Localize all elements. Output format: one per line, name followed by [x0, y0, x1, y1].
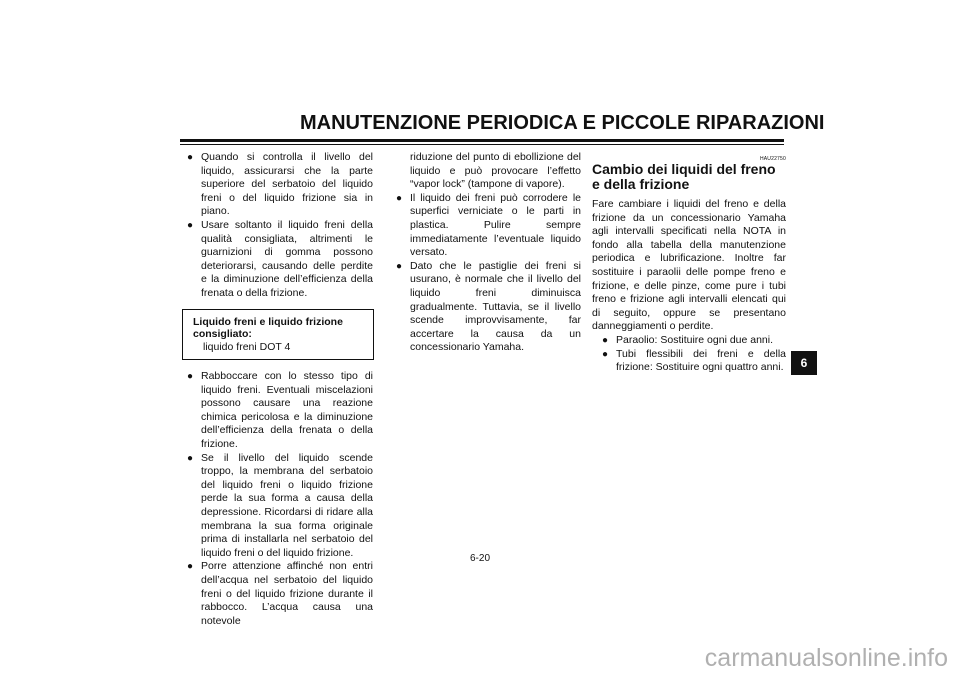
column-middle	[396, 151, 581, 355]
bullet-text: Rabboccare con lo stesso tipo di liquido freni. Eventuali miscelazioni possono causare una reazione chimica pericolosa e la diminuzione dell’efficienza della frenata o della frizione.	[201, 370, 373, 450]
chapter-tab: 6	[791, 351, 817, 375]
bullet-text: Usare soltanto il liquido freni della qualità consigliata, altrimenti le guarnizioni di gomma possono deteriorarsi, causando delle perdite e la diminuzione dell’efficienza della frenata o della frizione.	[201, 218, 373, 299]
section-title: Cambio dei liquidi del freno e della frizione	[592, 161, 776, 192]
bullet-dot-icon: ●	[396, 192, 403, 204]
bullet-text: Tubi flessibili dei freni e della frizione: Sostituire ogni quattro anni.	[616, 347, 786, 374]
bullet-dot-icon: ●	[187, 452, 194, 464]
spec-box	[182, 309, 374, 361]
bullet-dot-icon: ●	[602, 348, 609, 360]
bullet-dot-icon: ●	[187, 561, 194, 573]
watermark: carmanualsonline.info	[704, 644, 948, 672]
bullet-item	[396, 260, 581, 355]
bullet-dot-icon: ●	[187, 152, 194, 163]
header-rule-thin	[180, 144, 784, 145]
header-rule-thick	[180, 139, 784, 142]
bullet-text: Se il livello del liquido scende troppo, la membrana del serbatoio del liquido freni o liquido frizione perde la sua forma a causa della depressione. Ricordarsi di ridare alla membrana la sua forma originale prima di installarla nel serbatoio del liquido freni o del liquido frizione.	[201, 451, 373, 559]
bullet-text: Quando si controlla il livello del liquido, assicurarsi che la parte superiore del serbatoio del liquido freni o del liquido frizione sia in piano.	[201, 151, 373, 218]
bullet-text: Dato che le pastiglie dei freni si usurano, è normale che il livello del liquido freni diminuisca gradualmente. Tuttavia, se il livello scende improvvisamente, far accertare la causa da un concessionario Yamaha.	[410, 259, 581, 354]
bullet-item	[592, 334, 786, 348]
bullet-text: Il liquido dei freni può corrodere le superfici verniciate o le parti in plastica. Pulire sempre immediatamente l’eventuale liquido versato.	[410, 191, 581, 259]
bullet-text: Porre attenzione affinché non entri dell’acqua nel serbatoio del liquido freni o del liquido frizione durante il rabbocco. L’acqua causa una notevole	[201, 560, 373, 627]
spec-value: liquido freni DOT 4	[203, 340, 291, 353]
page-number: 6-20	[469, 553, 490, 564]
spec-label: Liquido freni e liquido frizione consigliato:	[193, 315, 343, 341]
bullet-text: Paraolio: Sostituire ogni due anni.	[616, 333, 774, 346]
continued-text: riduzione del punto di ebollizione del liquido e può provocare l’effetto “vapor lock” (tampone di vapore).	[410, 151, 581, 191]
bullet-item	[592, 348, 786, 375]
bullet-item	[187, 219, 373, 301]
bullet-dot-icon: ●	[602, 334, 609, 346]
bullet-dot-icon: ●	[187, 371, 194, 383]
page-header-title: MANUTENZIONE PERIODICA E PICCOLE RIPARAZIONI	[300, 112, 825, 134]
column-right	[592, 151, 786, 375]
bullet-dot-icon: ●	[396, 260, 403, 272]
bullet-item	[187, 560, 373, 628]
section-code: HAU22750	[759, 156, 786, 162]
bullet-item	[187, 452, 373, 561]
section-paragraph: Fare cambiare i liquidi del freno e della frizione da un concessionario Yamaha agli intervalli specificati nella NOTA in fondo alla tabella della manutenzione periodica e lubrificazione. Inoltre far sostituire i paraolii delle pompe freno e frizione, e delle pinze, come pure i tubi freno e frizione agli intervalli elencati qui di seguito, oppure se presentano danneggiamenti o perdite.	[592, 198, 786, 333]
bullet-item	[187, 151, 373, 219]
bullet-item	[396, 192, 581, 260]
bullet-dot-icon: ●	[187, 219, 194, 231]
bullet-item	[187, 370, 373, 452]
